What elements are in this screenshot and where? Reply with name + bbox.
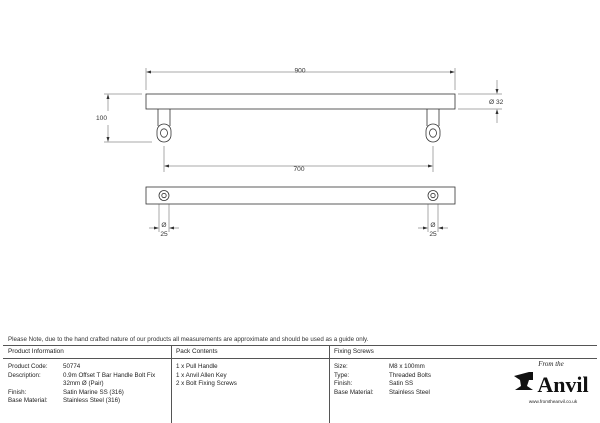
right-hole-diameter-value: 25	[429, 231, 437, 238]
side-view-bar	[146, 94, 455, 109]
top-view-bar	[146, 187, 455, 204]
pack-contents-panel	[171, 346, 330, 423]
dimension-100-label: 100	[96, 115, 108, 122]
fixing-screws-heading: Fixing Screws	[329, 346, 597, 359]
row-value: Satin Marine SS (316)	[63, 388, 124, 396]
anvil-brand-logo	[511, 356, 595, 414]
dimension-diameter-32-label: Ø 32	[489, 99, 504, 106]
right-standoff	[426, 109, 440, 142]
row-value: M8 x 100mm	[389, 363, 425, 370]
brand-url: www.fromtheanvil.co.uk	[528, 399, 578, 404]
base-material-row	[8, 397, 171, 406]
row-value: Threaded Bolts	[389, 371, 431, 379]
brand-name: Anvil	[537, 372, 589, 397]
brand-from-the: From the	[538, 360, 564, 368]
row-key: Description:	[8, 371, 41, 379]
product-information-panel	[3, 346, 172, 423]
dimension-900-label: 900	[294, 67, 306, 75]
row-key: Type:	[334, 371, 350, 379]
row-value: 0.9m Offset T Bar Handle Bolt Fix	[63, 371, 156, 379]
right-fixing-hole	[428, 191, 438, 201]
info-table	[3, 345, 597, 423]
left-standoff	[157, 109, 171, 142]
pack-item: 1 x Anvil Allen Key	[176, 371, 227, 379]
row-key: Base Material:	[334, 388, 374, 396]
left-hole-diameter-value: 25	[160, 231, 168, 238]
row-value: Satin SS	[389, 380, 414, 388]
row-key: Base Material:	[8, 397, 48, 405]
row-key: Finish:	[334, 380, 353, 388]
row-key: Size:	[334, 363, 348, 370]
row-value: Stainless Steel (316)	[63, 397, 121, 405]
finish-row	[8, 389, 171, 398]
row-value: 32mm Ø (Pair)	[63, 380, 104, 388]
row-key: Finish:	[8, 388, 27, 396]
product-information-heading: Product Information	[3, 346, 171, 359]
dimension-700-label: 700	[293, 166, 305, 173]
description-row	[8, 372, 171, 381]
anvil-icon	[514, 372, 533, 390]
product-code-row	[8, 363, 171, 372]
pack-item: 2 x Bolt Fixing Screws	[176, 380, 237, 388]
measurement-note: Please Note, due to the hand crafted nature of our products all measurements are approximate and should be used as a guide only.	[8, 336, 369, 343]
description-continued-row	[8, 380, 171, 389]
pack-contents-heading: Pack Contents	[171, 346, 329, 359]
row-value: 50774	[63, 363, 81, 370]
left-hole-diameter-symbol: Ø	[161, 222, 167, 229]
row-value: Stainless Steel	[389, 388, 430, 396]
left-fixing-hole	[159, 191, 169, 201]
row-key: Product Code:	[8, 363, 48, 370]
right-hole-diameter-symbol: Ø	[430, 222, 436, 229]
pack-item: 1 x Pull Handle	[176, 363, 218, 370]
